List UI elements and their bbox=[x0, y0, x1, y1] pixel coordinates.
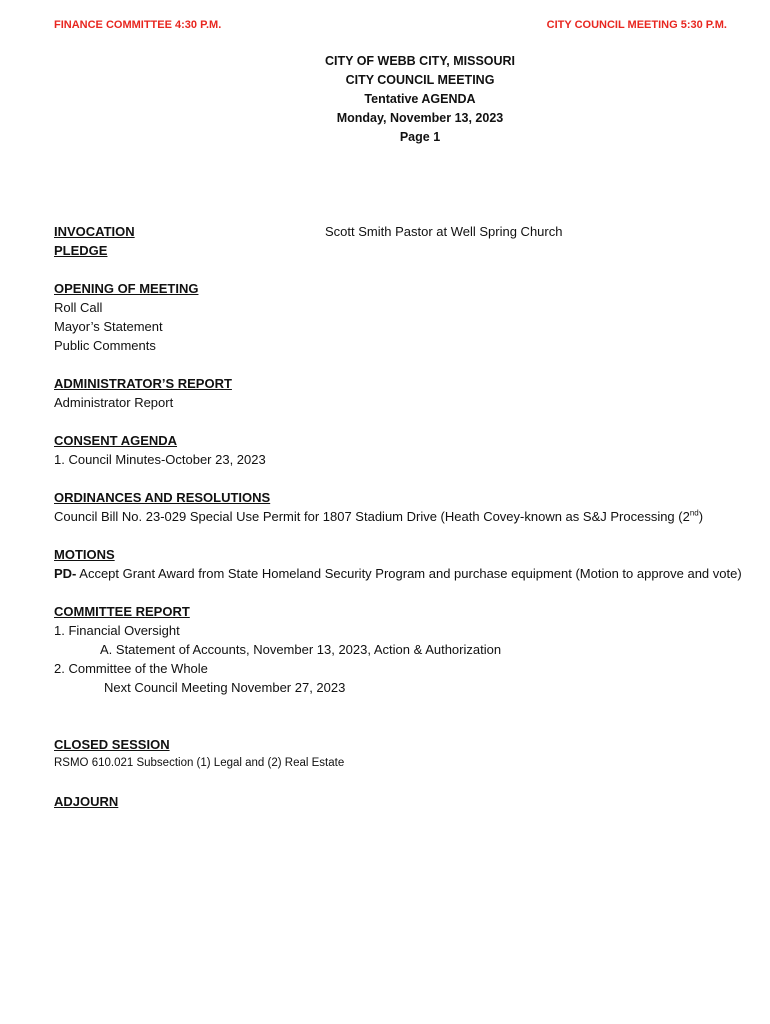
closed-session-item: RSMO 610.021 Subsection (1) Legal and (2) Real Estate bbox=[54, 757, 345, 769]
city-name: CITY OF WEBB CITY, MISSOURI bbox=[324, 54, 516, 68]
administrator-heading: ADMINISTRATOR’S REPORT bbox=[54, 376, 232, 391]
opening-heading: OPENING OF MEETING bbox=[54, 281, 199, 296]
committee-subitem-statement: A. Statement of Accounts, November 13, 2023, Action & Authorization bbox=[100, 642, 502, 657]
motion-item-text: Accept Grant Award from State Homeland Security Program and purchase equipment (Motion to approve and vote) bbox=[76, 566, 742, 581]
ordinance-item-sup: nd bbox=[689, 508, 699, 518]
adjourn-heading: ADJOURN bbox=[54, 794, 119, 809]
city-council-meeting-time: CITY COUNCIL MEETING 5:30 P.M. bbox=[546, 19, 727, 31]
opening-item-roll-call: Roll Call bbox=[54, 300, 103, 315]
pledge-heading: PLEDGE bbox=[54, 243, 108, 258]
motion-prefix: PD- bbox=[54, 566, 77, 581]
agenda-title: Tentative AGENDA bbox=[364, 92, 476, 106]
invocation-speaker: Scott Smith Pastor at Well Spring Church bbox=[325, 224, 563, 239]
invocation-heading: INVOCATION bbox=[54, 224, 135, 239]
meeting-type: CITY COUNCIL MEETING bbox=[345, 73, 495, 87]
invocation-row bbox=[54, 222, 744, 241]
document-header bbox=[0, 52, 770, 147]
ordinance-item-text: Council Bill No. 23-029 Special Use Permit for 1807 Stadium Drive (Heath Covey-known as S&J Processing (2 bbox=[54, 509, 690, 524]
opening-item-public-comments: Public Comments bbox=[54, 338, 156, 353]
consent-item: 1. Council Minutes-October 23, 2023 bbox=[54, 452, 266, 467]
committee-item-financial: 1. Financial Oversight bbox=[54, 623, 180, 638]
ordinance-item-end: ) bbox=[698, 509, 704, 524]
closed-session-heading: CLOSED SESSION bbox=[54, 737, 170, 752]
committee-heading: COMMITTEE REPORT bbox=[54, 604, 190, 619]
motion-item bbox=[54, 564, 744, 583]
ordinances-heading: ORDINANCES AND RESOLUTIONS bbox=[54, 490, 271, 505]
consent-heading: CONSENT AGENDA bbox=[54, 433, 178, 448]
administrator-item: Administrator Report bbox=[54, 395, 174, 410]
meeting-date: Monday, November 13, 2023 bbox=[336, 111, 504, 125]
agenda-body bbox=[54, 222, 744, 811]
page-number: Page 1 bbox=[399, 130, 441, 144]
finance-committee-time: FINANCE COMMITTEE 4:30 P.M. bbox=[54, 19, 222, 31]
ordinance-item bbox=[54, 507, 744, 526]
motions-heading: MOTIONS bbox=[54, 547, 115, 562]
committee-item-whole: 2. Committee of the Whole bbox=[54, 661, 208, 676]
committee-subitem-next-meeting: Next Council Meeting November 27, 2023 bbox=[104, 680, 346, 695]
opening-item-mayor-statement: Mayor’s Statement bbox=[54, 319, 163, 334]
